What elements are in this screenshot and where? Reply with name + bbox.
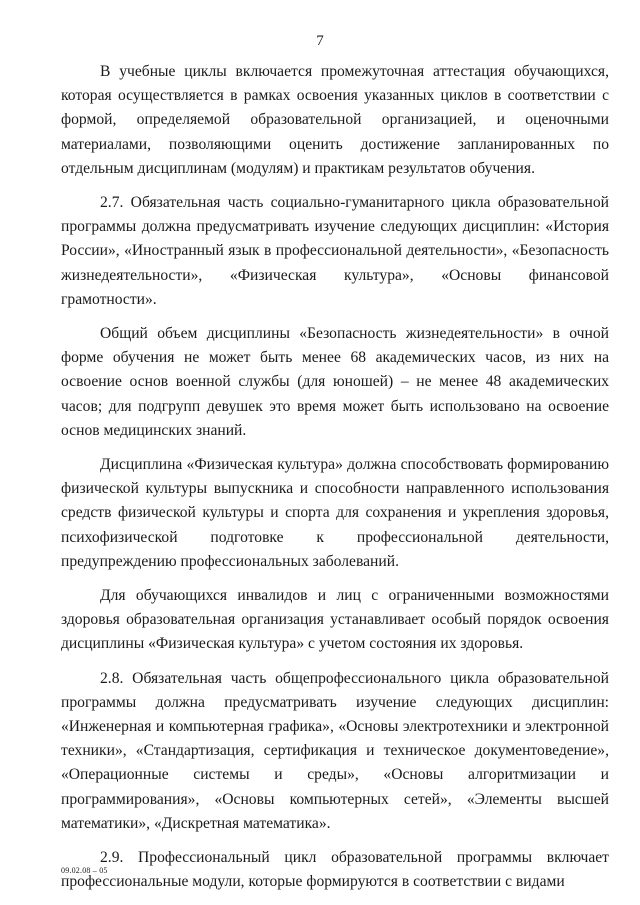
paragraph-life-safety-hours: Общий объем дисциплины «Безопасность жизнедеятельности» в очной форме обучения не может быть менее 68 академических часов, из них на освоение основ военной службы (для юношей) – не менее 48 академических часов; для подгрупп девушек это время может быть использовано на освоение основ медицинских знаний. [61, 325, 609, 439]
document-body [61, 60, 609, 905]
paragraph-attestation: В учебные циклы включается промежуточная аттестация обучающихся, которая осуществляется в рамках освоения указанных циклов в соответствии с формой, определяемой образовательной организацией, и оценочными материалами, позволяющими оценить достижение запланированных по отдельным дисциплинам (модулям) и практикам результатов обучения. [61, 63, 609, 177]
paragraph-physical-culture: Дисциплина «Физическая культура» должна способствовать формированию физической культуры выпускника и способности направленного использования средств физической культуры и спорта для сохранения и укрепления здоровья, психофизической подготовке к профессиональной деятельности, предупреждению профессиональных заболеваний. [61, 456, 609, 570]
paragraph-2-7: 2.7. Обязательная часть социально-гуманитарного цикла образовательной программы должна предусматривать изучение следующих дисциплин: «История России», «Иностранный язык в профессиональной деятельности», «Безопасность жизнедеятельности», «Физическая культура», «Основы финансовой грамотности». [61, 194, 609, 308]
paragraph-disabled-students: Для обучающихся инвалидов и лиц с ограниченными возможностями здоровья образовательная организация устанавливает особый порядок освоения дисциплины «Физическая культура» с учетом состояния их здоровья. [61, 587, 609, 653]
paragraph-2-9: 2.9. Профессиональный цикл образовательной программы включает профессиональные модули, которые формируются в соответствии с видами [61, 849, 609, 891]
footer-code: 09.02.08 – 05 [61, 866, 108, 875]
page-number: 7 [316, 33, 324, 49]
paragraph-2-8: 2.8. Обязательная часть общепрофессионального цикла образовательной программы должна предусматривать изучение следующих дисциплин: «Инженерная и компьютерная графика», «Основы электротехники и электронной техники», «Стандартизация, сертификация и техническое документоведение», «Операционные системы и среды», «Основы алгоритмизации и программирования», «Основы компьютерных сетей», «Элементы высшей математики», «Дискретная математика». [61, 669, 609, 832]
